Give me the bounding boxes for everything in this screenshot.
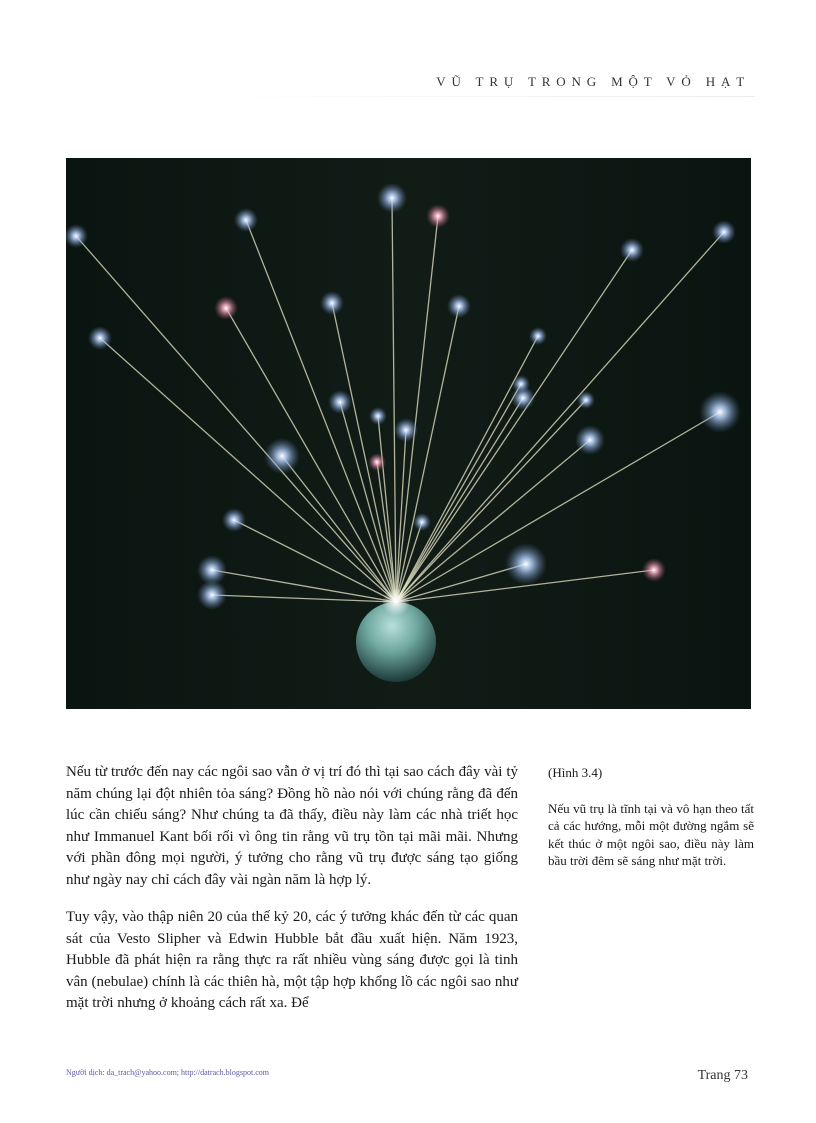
star — [529, 327, 547, 345]
star — [320, 291, 344, 315]
page-number: Trang 73 — [697, 1068, 748, 1083]
body-text — [66, 762, 518, 1031]
star — [88, 326, 112, 350]
figure-label: (Hình 3.4) — [548, 765, 603, 780]
star — [197, 580, 227, 610]
figure-3-4 — [66, 158, 751, 709]
star — [368, 453, 386, 471]
ray-focus-glow — [382, 588, 410, 616]
star — [575, 425, 605, 455]
star — [394, 418, 418, 442]
star — [642, 558, 666, 582]
star — [377, 183, 407, 213]
star — [577, 391, 595, 409]
star — [413, 513, 431, 531]
star — [264, 438, 300, 474]
running-header — [436, 74, 750, 90]
figure-caption-text: Nếu vũ trụ là tĩnh tại và vô hạn theo tất cả các hướng, mỗi một đường ngắm sẽ kết thúc ở một ngôi sao, điều này làm bầu trời đêm sẽ sáng như mặt trời. — [548, 800, 754, 868]
star — [712, 220, 736, 244]
figure-caption — [548, 764, 754, 870]
header-rule — [210, 96, 755, 97]
star — [699, 391, 741, 433]
star — [369, 407, 387, 425]
star — [505, 543, 547, 585]
star — [214, 296, 238, 320]
star — [620, 238, 644, 262]
star — [328, 390, 352, 414]
starlight-illustration — [66, 158, 751, 709]
star — [512, 375, 530, 393]
translator-credit: Người dịch: da_trach@yahoo.com; http://datrach.blogspot.com — [66, 1068, 269, 1077]
star — [426, 204, 450, 228]
star — [447, 294, 471, 318]
paragraph-1: Nếu từ trước đến nay các ngôi sao vẫn ở vị trí đó thì tại sao cách đây vài tỷ năm chúng lại đột nhiên tỏa sáng? Đồng hồ nào nói với chúng rằng đã đến lúc cần chiếu sáng? Như chúng ta đã thấy, điều này làm các nhà triết học như Immanuel Kant bối rối vì ông tin rằng vũ trụ tồn tại mãi mãi. Nhưng với phần đông mọi người, ý tưởng cho rằng vũ trụ được sáng tạo giống như ngày nay chỉ cách đây vài ngàn năm là hợp lý. — [66, 764, 518, 888]
star — [222, 508, 246, 532]
running-header-title: VŨ TRỤ TRONG MỘT VỎ HẠT — [436, 74, 750, 89]
star — [234, 208, 258, 232]
paragraph-2: Tuy vậy, vào thập niên 20 của thế kỷ 20, các ý tưởng khác đến từ các quan sát của Vesto Slipher và Edwin Hubble bắt đầu xuất hiện. Năm 1923, Hubble đã phát hiện ra rằng thực ra rất nhiều vùng sáng được gọi là tinh vân (nebulae) chính là các thiên hà, một tập hợp khổng lồ các ngôi sao như mặt trời nhưng ở khoảng cách rất xa. Để — [66, 909, 518, 1011]
